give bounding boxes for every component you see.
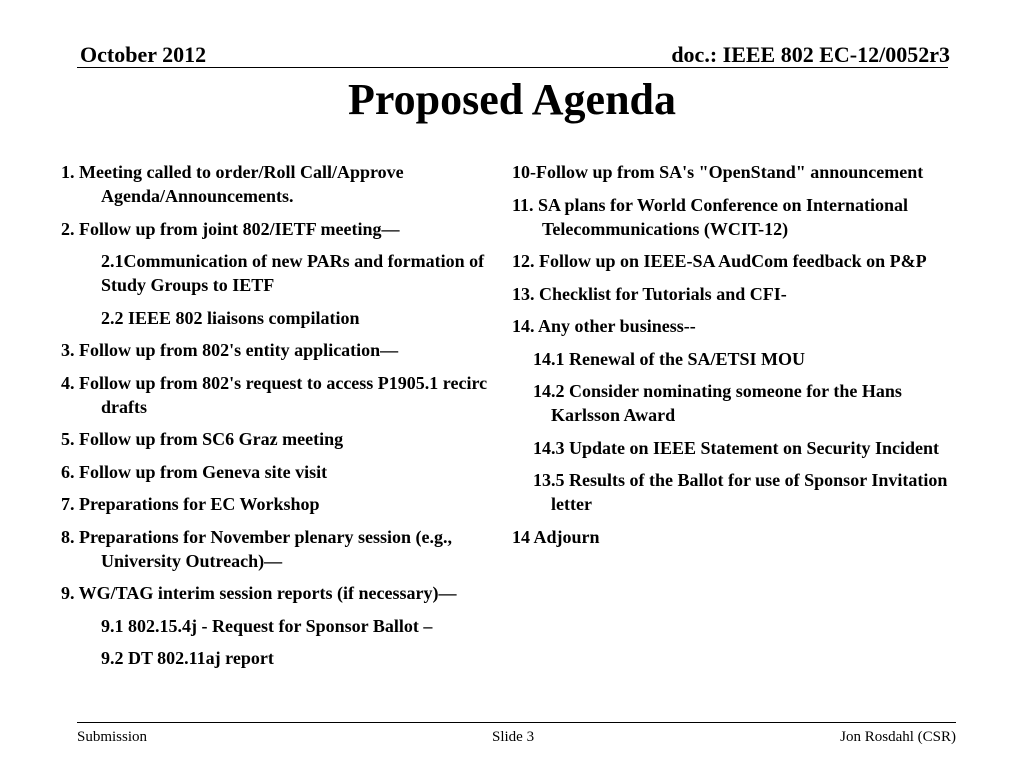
agenda-item: 5. Follow up from SC6 Graz meeting [61, 429, 344, 449]
footer-divider [77, 722, 956, 723]
agenda-item: 7. Preparations for EC Workshop [61, 494, 320, 514]
agenda-item: 4. Follow up from 802's request to access P1905.1 recirc drafts [61, 372, 488, 417]
header-divider [77, 67, 948, 68]
header-doc-id: doc.: IEEE 802 EC-12/0052r3 [671, 42, 950, 67]
slide-title: Proposed Agenda [347, 75, 677, 124]
agenda-item: 6. Follow up from Geneva site visit [61, 461, 328, 482]
footer-slide-number: Slide 3 [492, 729, 535, 745]
agenda-item: 10-Follow up from SA's "OpenStand" announcement [512, 162, 924, 182]
agenda-item: 14 Adjourn [512, 526, 600, 547]
agenda-subitem: 14.3 Update on IEEE Statement on Security Incident [533, 437, 940, 458]
agenda-item: 2. Follow up from joint 802/IETF meeting— [61, 218, 400, 239]
agenda-subitem: 9.2 DT 802.11aj report [101, 648, 274, 668]
agenda-subitem: 14.2 Consider nominating someone for the Hans Karlsson Award [533, 381, 902, 425]
footer-submission: Submission [77, 729, 148, 745]
agenda-item: 9. WG/TAG interim session reports (if necessary)— [61, 583, 457, 603]
agenda-subitem: 13.5 Results of the Ballot for use of Sponsor Invitation letter [533, 470, 948, 514]
agenda-subitem: 14.1 Renewal of the SA/ETSI MOU [533, 348, 806, 369]
agenda-left-column [61, 160, 506, 679]
agenda-item: 11. SA plans for World Conference on International Telecommunications (WCIT-12) [512, 194, 909, 239]
header-date: October 2012 [80, 42, 207, 67]
agenda-right-column [512, 160, 962, 557]
agenda-item: 13. Checklist for Tutorials and CFI- [512, 283, 787, 304]
agenda-subitem: 2.2 IEEE 802 liaisons compilation [101, 307, 360, 328]
agenda-item: 14. Any other business-- [512, 316, 696, 336]
agenda-item: 8. Preparations for November plenary session (e.g., University Outreach)— [61, 526, 452, 571]
agenda-item: 12. Follow up on IEEE-SA AudCom feedback on P&P [512, 251, 927, 271]
agenda-subitem: 2.1Communication of new PARs and formation of Study Groups to IETF [101, 251, 485, 295]
footer-author: Jon Rosdahl (CSR) [840, 729, 956, 745]
agenda-item: 1. Meeting called to order/Roll Call/Approve Agenda/Announcements. [61, 162, 404, 206]
agenda-item: 3. Follow up from 802's entity application— [61, 340, 399, 360]
agenda-subitem: 9.1 802.15.4j - Request for Sponsor Ballot – [101, 615, 433, 636]
